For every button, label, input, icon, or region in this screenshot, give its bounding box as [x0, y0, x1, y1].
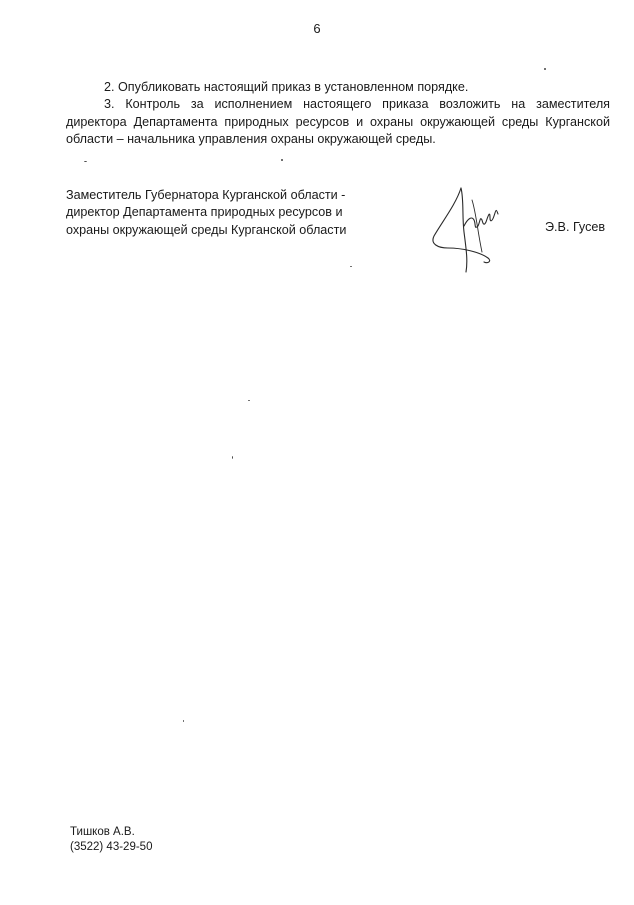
- scan-speck: [350, 266, 352, 267]
- scan-speck: [544, 68, 546, 70]
- page-number: 6: [313, 21, 321, 36]
- signatory-name: Э.В. Гусев: [545, 220, 606, 234]
- executor-contact: [70, 825, 152, 855]
- signatory-title-line: Заместитель Губернатора Курганской области -: [66, 188, 346, 202]
- scan-speck: [248, 400, 250, 401]
- paragraph-control: 3. Контроль за исполнением настоящего приказа возложить на заместителя директора Департамента природных ресурсов и охраны окружающей среды Курганской области – начальника управления охраны окружающей среды.: [66, 97, 610, 147]
- executor-name: Тишков А.В.: [70, 826, 135, 838]
- scan-speck: [183, 720, 184, 722]
- order-body: [66, 79, 610, 149]
- scan-speck: [232, 456, 233, 459]
- scan-speck: [84, 161, 87, 162]
- signatory-title: [66, 187, 386, 239]
- executor-phone: (3522) 43-29-50: [70, 841, 153, 853]
- scan-speck: [281, 159, 283, 161]
- signatory-title-line: охраны окружающей среды Курганской области: [66, 222, 347, 237]
- signatory-title-line: директор Департамента природных ресурсов и: [66, 205, 343, 220]
- paragraph-publish: 2. Опубликовать настоящий приказ в установленном порядке.: [104, 80, 469, 94]
- signature-icon: [428, 182, 506, 274]
